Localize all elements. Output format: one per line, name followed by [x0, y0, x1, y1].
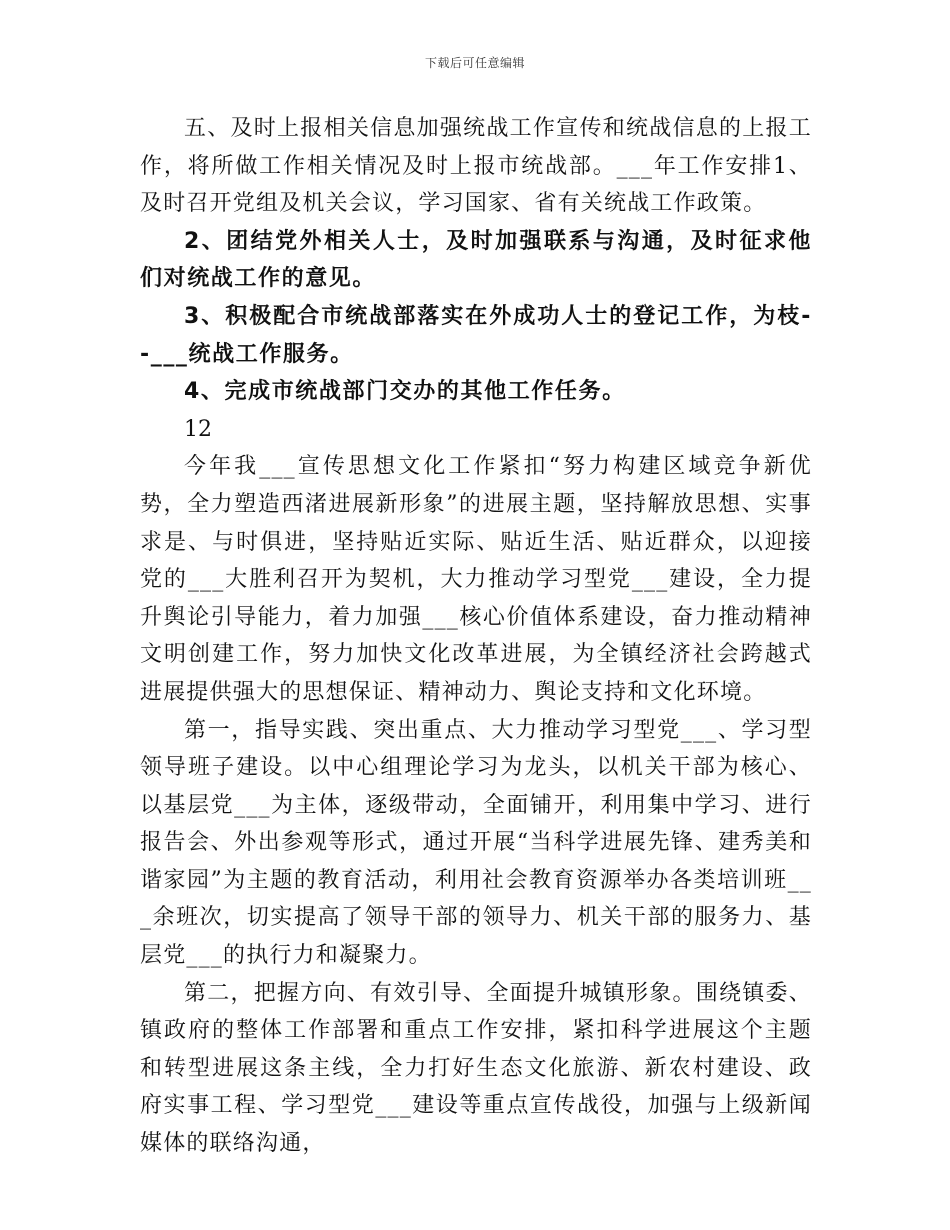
document-body — [140, 110, 812, 1163]
download-note: 下载后可任意编辑 — [424, 56, 525, 70]
paragraph-intro: 今年我___宣传思想文化工作紧扣“努力构建区域竞争新优势，全力塑造西渚进展新形象”的进展主题，坚持解放思想、实事求是、与时俱进，坚持贴近实际、贴近生活、贴近群众，以迎接党的___大胜利召开为契机，大力推动学习型党___建设，全力提升舆论引导能力，着力加强___核心价值体系建设，奋力推动精神文明创建工作，努力加快文化改革进展，为全镇经济社会跨越式进展提供强大的思想保证、精神动力、舆论支持和文化环境。 — [140, 454, 812, 705]
paragraph-number: 12 — [184, 416, 212, 442]
paragraph-report-info: 五、及时上报相关信息加强统战工作宣传和统战信息的上报工作，将所做工作相关情况及时上报市统战部。___年工作安排1、及时召开党组及机关会议，学习国家、省有关统战工作政策。 — [140, 116, 812, 217]
paragraph-first: 第一，指导实践、突出重点、大力推动学习型党___、学习型领导班子建设。以中心组理论学习为龙头，以机关干部为核心、以基层党___为主体，逐级带动，全面铺开，利用集中学习、进行报告会、外出参观等形式，通过开展“当科学进展先锋、建秀美和谐家园”为主题的教育活动，利用社会教育资源举办各类培训班___余班次，切实提高了领导干部的领导力、机关干部的服务力、基层党___的执行力和凝聚力。 — [140, 717, 812, 969]
paragraph-item-2: 2、团结党外相关人士，及时加强联系与沟通，及时征求他们对统战工作的意见。 — [140, 228, 812, 292]
paragraph-second: 第二，把握方向、有效引导、全面提升城镇形象。围绕镇委、镇政府的整体工作部署和重点工作安排，紧扣科学进展这个主题和转型进展这条主线，全力打好生态文化旅游、新农村建设、政府实事工程、学习型党___建设等重点宣传战役，加强与上级新闻媒体的联络沟通， — [140, 980, 812, 1157]
paragraph-item-4: 4、完成市统战部门交办的其他工作任务。 — [184, 379, 626, 405]
paragraph-item-3: 3、积极配合市统战部落实在外成功人士的登记工作，为枝--___统战工作服务。 — [140, 303, 812, 367]
